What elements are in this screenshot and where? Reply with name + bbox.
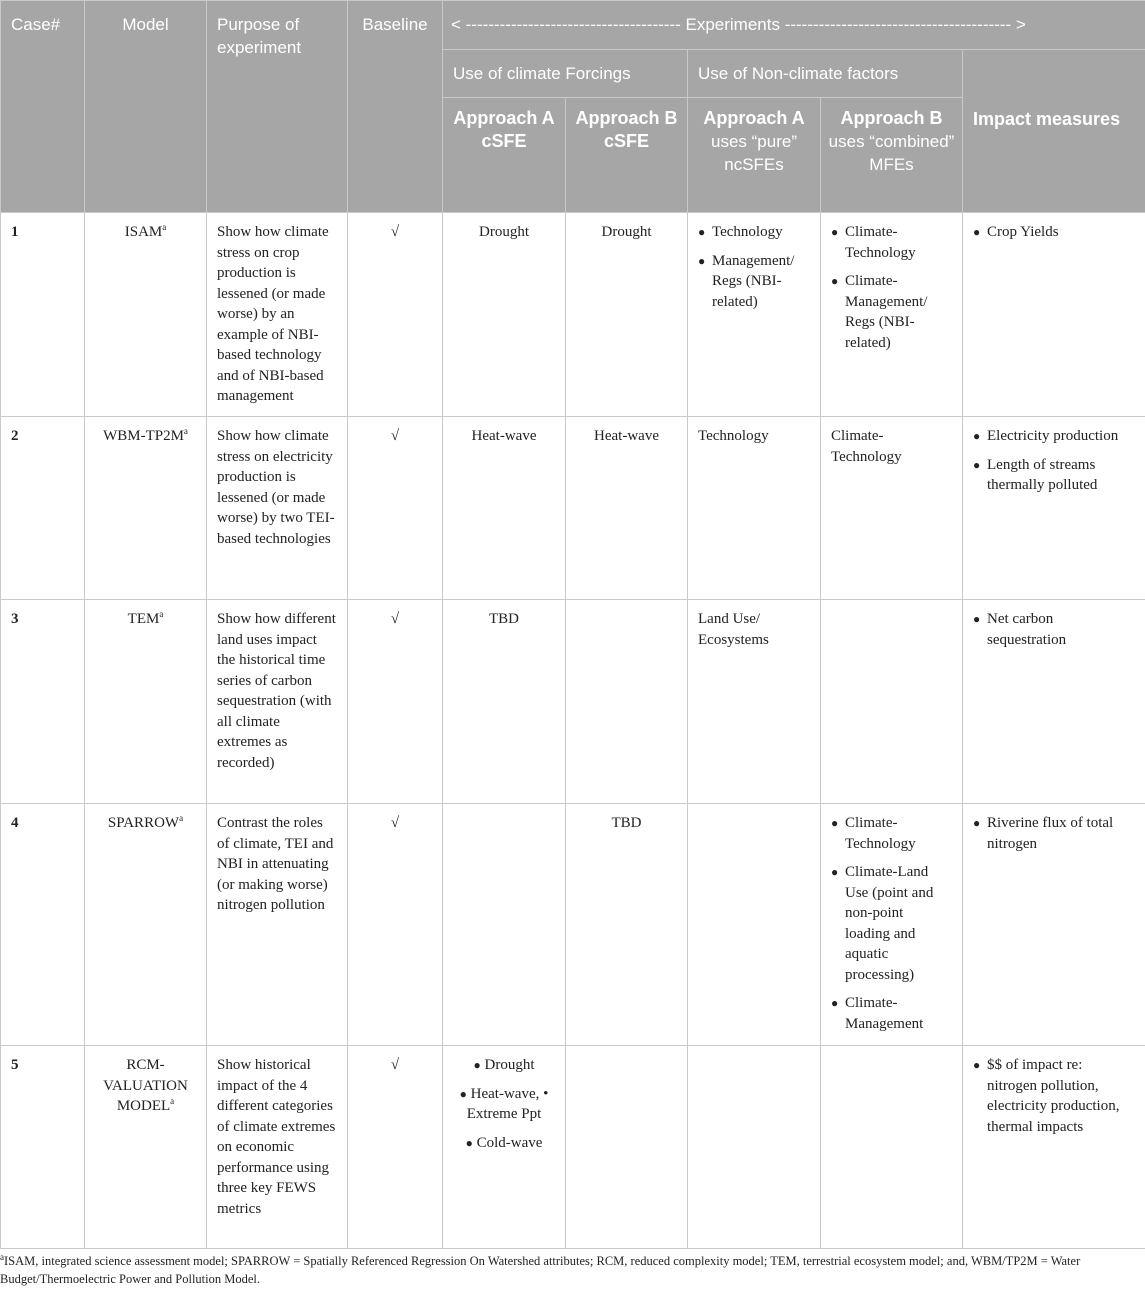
list-item: ● Climate-Land Use (point and non-point loading and aquatic processing) — [831, 864, 934, 983]
list-item: ● Crop Yields — [973, 222, 1135, 243]
approach-b-csfe — [566, 600, 688, 804]
bullet-icon: ● — [831, 274, 839, 288]
approach-b-mfe — [821, 804, 963, 1046]
list-item: ● Climate-Management/ Regs (NBI-related) — [831, 273, 928, 351]
impact-measures — [963, 600, 1145, 804]
approach-a-csfe — [443, 1046, 566, 1249]
approach-a-ncsfe — [688, 804, 821, 1046]
table-row — [1, 600, 1145, 804]
bullet-icon: ● — [973, 816, 981, 830]
purpose-text: Show how climate stress on crop production is lessened (or made worse) by an example of NBI-based technology and of NBI-based management — [207, 213, 348, 417]
list-item: ● Cold-wave — [465, 1134, 543, 1151]
purpose-text: Show how climate stress on electricity production is lessened (or made worse) by two TEI-based technologies — [207, 417, 348, 600]
list-item: ● Climate-Technology — [831, 224, 916, 261]
approach-a-csfe — [443, 804, 566, 1046]
baseline-check: √ — [348, 600, 443, 804]
case-number: 1 — [1, 213, 85, 417]
bullet-icon: ● — [465, 1135, 473, 1150]
baseline-check: √ — [348, 213, 443, 417]
case-number: 3 — [1, 600, 85, 804]
list-item: ● Length of streams thermally polluted — [973, 456, 1098, 493]
table-row — [1, 417, 1145, 600]
list-item: ● Net carbon sequestration — [973, 611, 1067, 648]
approach-b-mfe: Climate-Technology — [821, 417, 963, 600]
header-approach-b-mfe: Approach B uses “combined” MFEs — [821, 98, 963, 213]
list-item: ● Riverine flux of total nitrogen — [973, 815, 1114, 852]
table-row — [1, 1046, 1145, 1249]
bullet-icon: ● — [698, 253, 706, 268]
bullet-icon: ● — [831, 816, 839, 830]
approach-b-csfe: Drought — [566, 213, 688, 417]
header-impact-measures: Impact measures — [963, 50, 1145, 213]
approach-a-ncsfe — [688, 1046, 821, 1249]
case-number: 5 — [1, 1046, 85, 1249]
list-item: ● Climate-Technology — [831, 815, 916, 852]
header-baseline: Baseline — [348, 1, 443, 213]
case-number: 4 — [1, 804, 85, 1046]
bullet-icon: ● — [973, 457, 981, 472]
list-item: ● Electricity production — [973, 426, 1135, 447]
table-footnote: $^a$ISAM, integrated science assessment model; SPARROW = Spatially Referenced Regression On Watershed attributes; RCM, reduced complexity model; TEM, terrestrial ecosystem model; and, WBM/TP2M = Water Budget/Thermoelectric Power and Pollution Model. — [0, 1251, 1081, 1286]
header-case: Case# — [1, 1, 85, 213]
list-item: ● Heat-wave, • Extreme Ppt — [459, 1085, 549, 1122]
bullet-icon: ● — [831, 225, 839, 239]
approach-a-csfe: Heat-wave — [443, 417, 566, 600]
header-approach-a-csfe: Approach A cSFE — [443, 98, 566, 213]
table-row — [1, 804, 1145, 1046]
bullet-icon: ● — [459, 1086, 467, 1101]
list-item: ● Technology — [698, 222, 810, 243]
header-approach-b-csfe: Approach B cSFE — [566, 98, 688, 213]
bullet-icon: ● — [831, 996, 839, 1010]
model-name: RCM-VALUATION MODEL$^a$ — [85, 1046, 207, 1249]
approach-b-csfe: Heat-wave — [566, 417, 688, 600]
header-purpose: Purpose of experiment — [207, 1, 348, 213]
purpose-text: Show how different land uses impact the historical time series of carbon sequestration (with all climate extremes as recorded) — [207, 600, 348, 804]
bullet-icon: ● — [973, 429, 981, 443]
purpose-text: Show historical impact of the 4 different categories of climate extremes on economic performance using three key FEWS metrics — [207, 1046, 348, 1249]
impact-measures — [963, 1046, 1145, 1249]
list-item: ● Climate-Management — [831, 995, 924, 1032]
bullet-icon: ● — [473, 1058, 481, 1072]
approach-a-csfe: Drought — [443, 213, 566, 417]
impact-measures — [963, 804, 1145, 1046]
header-non-climate-factors: Use of Non-climate factors — [688, 50, 963, 98]
approach-b-csfe: TBD — [566, 804, 688, 1046]
bullet-icon: ● — [973, 225, 981, 239]
baseline-check: √ — [348, 417, 443, 600]
header-climate-forcings: Use of climate Forcings — [443, 50, 688, 98]
baseline-check: √ — [348, 804, 443, 1046]
bullet-icon: ● — [698, 225, 706, 239]
approach-b-mfe — [821, 213, 963, 417]
impact-measures — [963, 213, 1145, 417]
list-item: ● Drought — [473, 1057, 535, 1073]
model-name: TEM$^a$ — [85, 600, 207, 804]
purpose-text: Contrast the roles of climate, TEI and NBI in attenuating (or making worse) nitrogen pollution — [207, 804, 348, 1046]
header-approach-a-ncsfe: Approach A uses “pure” ncSFEs — [688, 98, 821, 213]
header-experiments: < -------------------------------------- Experiments ---------------------------------------- > — [443, 1, 1145, 50]
baseline-check: √ — [348, 1046, 443, 1249]
list-item: ● Management/ Regs (NBI-related) — [698, 252, 795, 310]
approach-a-ncsfe: Technology — [688, 417, 821, 600]
bullet-icon: ● — [831, 865, 839, 879]
list-item: ● $$ of impact re: nitrogen pollution, electricity production, thermal impacts — [973, 1057, 1120, 1135]
approach-b-mfe — [821, 600, 963, 804]
approach-a-csfe: TBD — [443, 600, 566, 804]
model-name: ISAM$^a$ — [85, 213, 207, 417]
model-name: WBM-$TP2M^a$ — [85, 417, 207, 600]
impact-measures — [963, 417, 1145, 600]
header-model: Model — [85, 1, 207, 213]
approach-b-csfe — [566, 1046, 688, 1249]
approach-b-mfe — [821, 1046, 963, 1249]
bullet-icon: ● — [973, 612, 981, 626]
approach-a-ncsfe: Land Use/ Ecosystems — [688, 600, 821, 804]
bullet-icon: ● — [973, 1058, 981, 1072]
model-name: SPARROW$^a$ — [85, 804, 207, 1046]
case-number: 2 — [1, 417, 85, 600]
approach-a-ncsfe — [688, 213, 821, 417]
table-row — [1, 213, 1145, 417]
